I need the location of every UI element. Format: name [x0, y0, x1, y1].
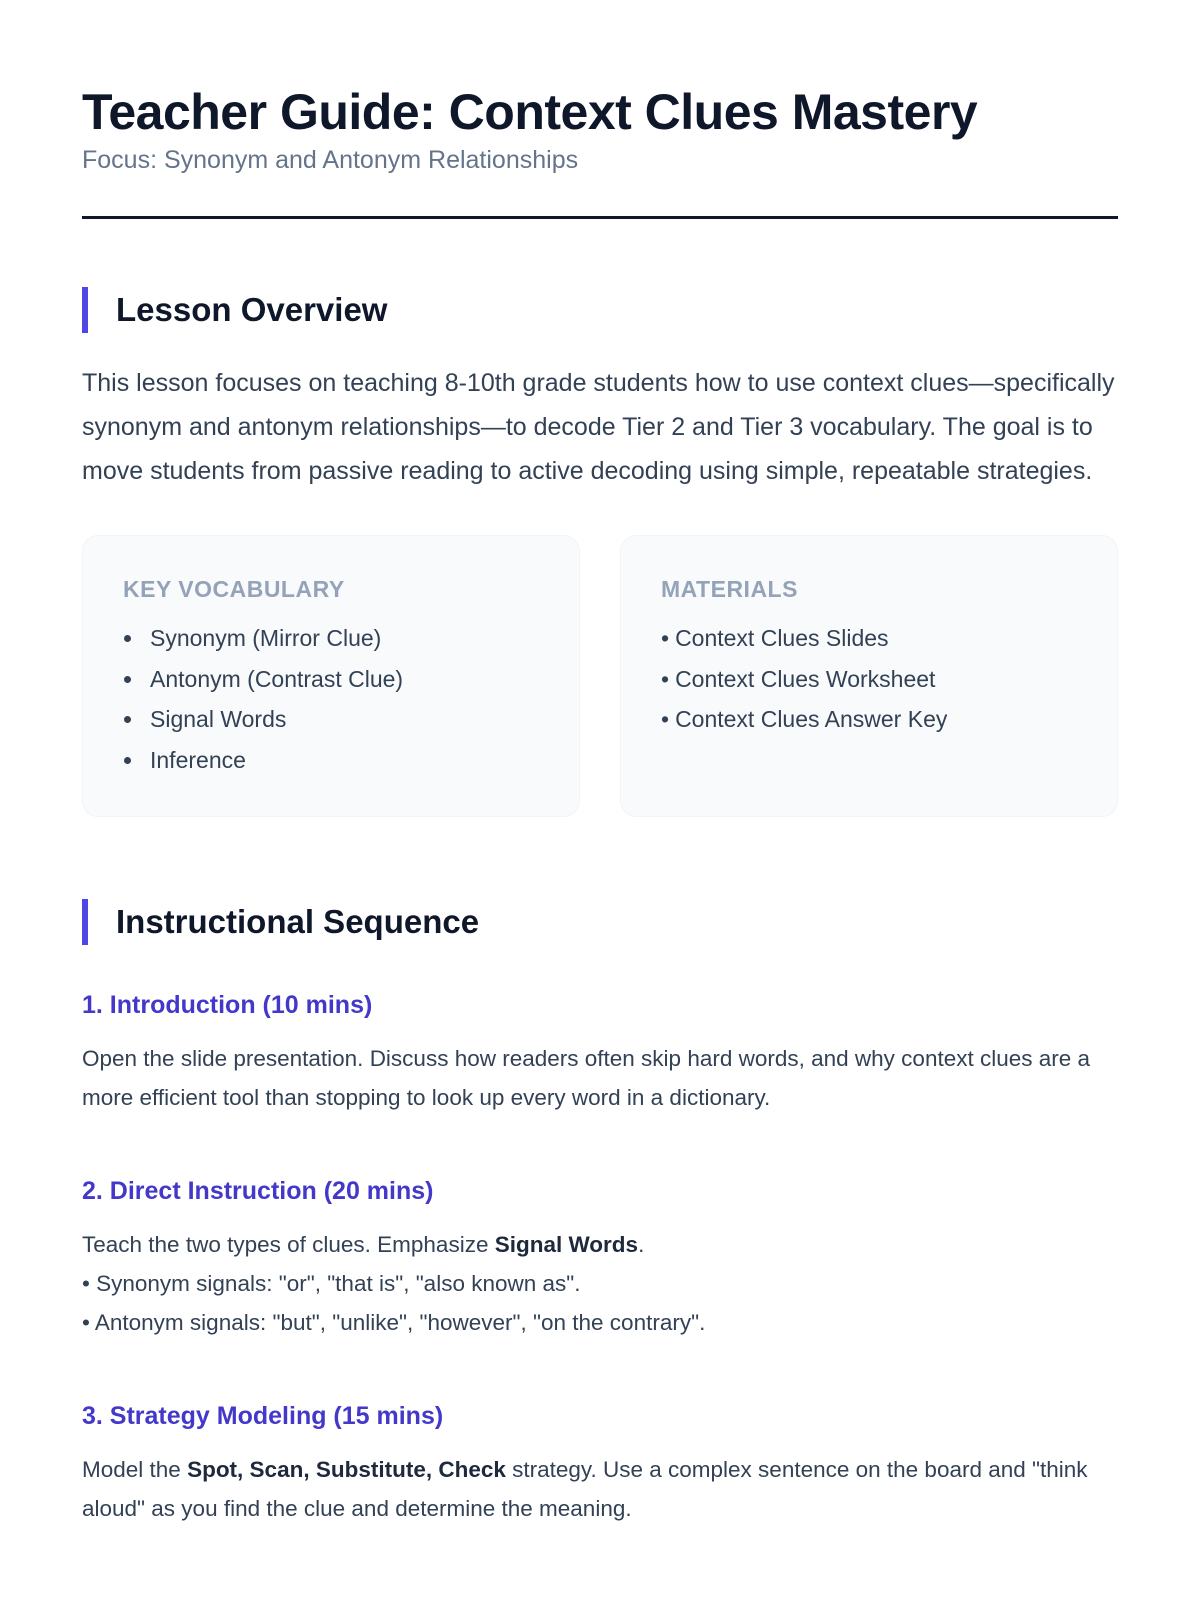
list-item: [661, 699, 1077, 740]
list-item: [661, 618, 1077, 659]
emphasis-text: Signal Words: [494, 1232, 639, 1257]
synonym-signals-line: • Synonym signals: "or", "that is", "also known as".: [82, 1271, 581, 1296]
step-title: 2. Direct Instruction (20 mins): [82, 1177, 434, 1205]
step-intro-text: Teach the two types of clues. Emphasize: [82, 1232, 495, 1257]
instructional-sequence-heading: Instructional Sequence: [82, 899, 1118, 945]
document-title: Teacher Guide: Context Clues Mastery: [82, 84, 978, 140]
key-vocabulary-label: KEY VOCABULARY: [123, 576, 345, 602]
antonym-signals-line: • Antonym signals: "but", "unlike", "however", "on the contrary".: [82, 1310, 706, 1335]
step-direct-instruction: [82, 1173, 1118, 1342]
materials-label: MATERIALS: [661, 576, 798, 602]
materials-list: [661, 618, 1077, 740]
materials-card: [620, 535, 1118, 817]
step-introduction: [82, 987, 1118, 1117]
bullet-icon: •: [661, 625, 670, 651]
step-intro-end: .: [638, 1232, 645, 1257]
bullet-icon: •: [661, 665, 670, 692]
key-vocabulary-card: [82, 535, 580, 817]
title-divider: [82, 216, 1118, 219]
step-strategy-modeling: [82, 1398, 1118, 1528]
material-item-label: Context Clues Answer Key: [675, 706, 948, 732]
info-cards: [82, 535, 1118, 817]
step-body: [82, 1450, 1118, 1528]
material-item-label: Context Clues Slides: [675, 625, 889, 651]
bullet-icon: •: [661, 706, 670, 732]
step-title: 1. Introduction (10 mins): [82, 991, 373, 1019]
step-intro-line: [82, 1225, 1118, 1264]
list-item: Signal Words: [123, 699, 539, 740]
document-subtitle: Focus: Synonym and Antonym Relationships: [82, 146, 579, 174]
key-vocabulary-list: [123, 618, 539, 780]
step-body: [82, 1225, 1118, 1342]
list-item: Inference: [123, 740, 539, 781]
step-text-post: strategy. Use a complex sentence on the board and "think aloud" as you find the clue and determine the meaning.: [82, 1457, 1088, 1521]
material-item-label: Context Clues Worksheet: [675, 665, 936, 692]
lesson-overview-text: This lesson focuses on teaching 8-10th grade students how to use context clues—specifically synonym and antonym relationships—to decode Tier 2 and Tier 3 vocabulary. The goal is to move students from passive reading to active decoding using simple, repeatable strategies.: [82, 369, 1115, 485]
list-item: Antonym (Contrast Clue): [123, 659, 539, 700]
lesson-overview-heading: Lesson Overview: [82, 287, 1118, 333]
emphasis-text: Spot, Scan, Substitute, Check: [187, 1457, 506, 1482]
step-body: Open the slide presentation. Discuss how readers often skip hard words, and why context clues are a more efficient tool than stopping to look up every word in a dictionary.: [82, 1046, 1091, 1110]
list-item: Synonym (Mirror Clue): [123, 618, 539, 659]
step-title: 3. Strategy Modeling (15 mins): [82, 1402, 444, 1430]
step-text-pre: Model the: [82, 1457, 188, 1482]
list-item: [661, 659, 1077, 700]
